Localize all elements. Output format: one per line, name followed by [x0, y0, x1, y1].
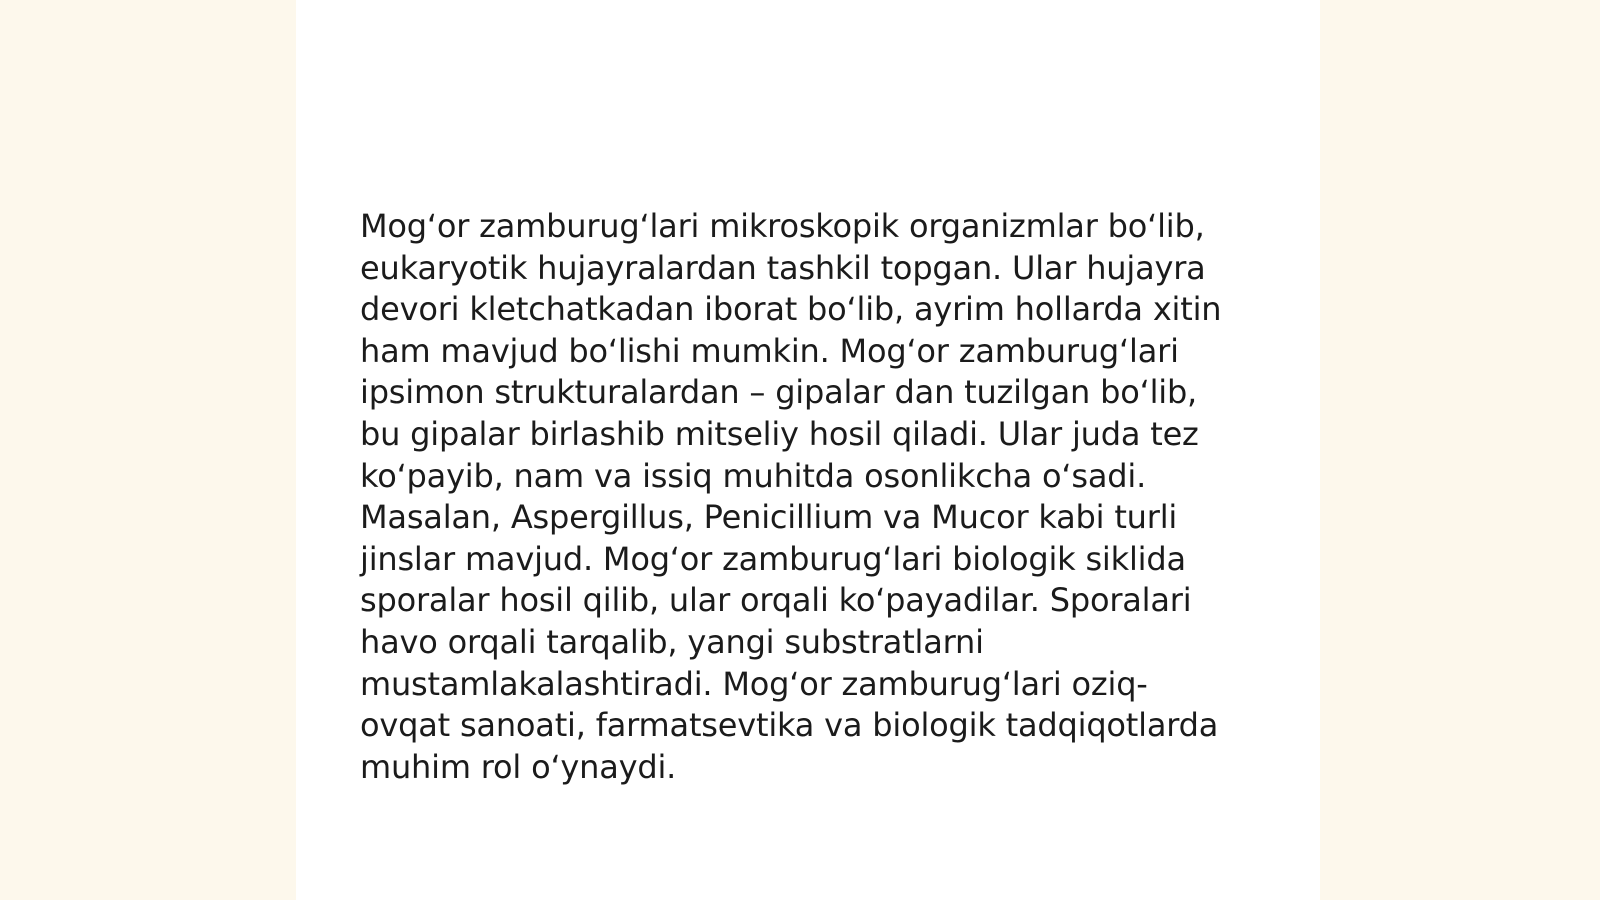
paragraph-line: Masalan, Aspergillus, Penicillium va Mucor kabi turli — [360, 498, 1178, 537]
paragraph-line: devori kletchatkadan iborat bo‘lib, ayrim hollarda xitin — [360, 290, 1222, 329]
paragraph-line: jinslar mavjud. Mog‘or zamburug‘lari biologik siklida — [360, 539, 1186, 578]
paragraph-line: muhim rol o‘ynaydi. — [360, 747, 677, 786]
paragraph-line: ko‘payib, nam va issiq muhitda osonlikcha o‘sadi. — [360, 456, 1147, 495]
paragraph-line: mustamlakalashtiradi. Mog‘or zamburug‘lari oziq- — [360, 664, 1148, 703]
paragraph-line: havo orqali tarqalib, yangi substratlarni — [360, 622, 984, 661]
body-paragraph — [360, 206, 1280, 788]
document-page — [296, 0, 1320, 900]
paragraph-line: Mog‘or zamburug‘lari mikroskopik organizmlar bo‘lib, — [360, 207, 1205, 245]
paragraph-line: eukaryotik hujayralardan tashkil topgan. Ular hujayra — [360, 248, 1206, 287]
paragraph-line: ham mavjud bo‘lishi mumkin. Mog‘or zamburug‘lari — [360, 331, 1179, 370]
paragraph-line: ovqat sanoati, farmatsevtika va biologik tadqiqotlarda — [360, 706, 1219, 745]
paragraph-line: ipsimon strukturalardan – gipalar dan tuzilgan bo‘lib, — [360, 373, 1198, 412]
paragraph-line: bu gipalar birlashib mitseliy hosil qiladi. Ular juda tez — [360, 414, 1199, 453]
paragraph-line: sporalar hosil qilib, ular orqali ko‘payadilar. Sporalari — [360, 581, 1192, 620]
